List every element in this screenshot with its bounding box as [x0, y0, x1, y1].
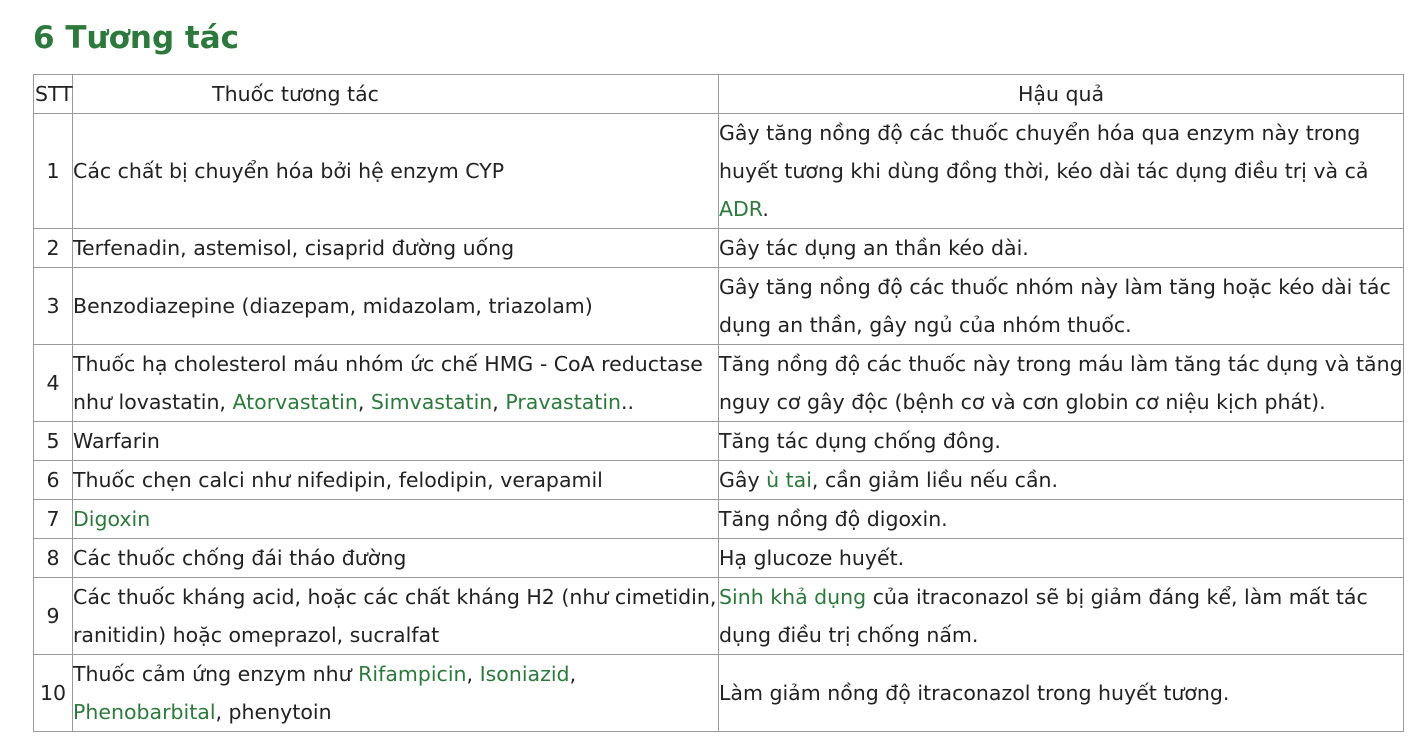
- effect-cell: [719, 578, 1404, 655]
- inline-link[interactable]: Sinh khả dụng: [719, 585, 867, 609]
- cell-text: Thuốc hạ cholesterol máu nhóm ức chế HMG - CoA reductase như lovastatin,: [73, 352, 703, 414]
- inline-link[interactable]: ù tai: [766, 468, 812, 492]
- drug-cell: [73, 461, 719, 500]
- table-row: [34, 229, 1404, 268]
- cell-text: Các thuốc kháng acid, hoặc các chất kháng H2 (như cimetidin, ranitidin) hoặc omeprazol, sucralfat: [73, 585, 717, 647]
- row-number: 8: [34, 539, 73, 578]
- cell-text: Các chất bị chuyển hóa bởi hệ enzym CYP: [73, 159, 505, 183]
- cell-text: Terfenadin, astemisol, cisaprid đường uống: [73, 236, 515, 260]
- table-row: [34, 539, 1404, 578]
- effect-cell: [719, 422, 1404, 461]
- cell-text: Tăng tác dụng chống đông.: [719, 429, 1001, 453]
- row-number: 2: [34, 229, 73, 268]
- effect-cell: [719, 655, 1404, 732]
- cell-text: Gây tăng nồng độ các thuốc chuyển hóa qua enzym này trong huyết tương khi dùng đồng thời, kéo dài tác dụng điều trị và cả: [719, 121, 1369, 183]
- cell-text: ,: [466, 662, 480, 686]
- effect-cell: [719, 268, 1404, 345]
- cell-text: ,: [357, 390, 371, 414]
- row-number: 6: [34, 461, 73, 500]
- row-number: 10: [34, 655, 73, 732]
- cell-text: Các thuốc chống đái tháo đường: [73, 546, 407, 570]
- inline-link[interactable]: Isoniazid: [479, 662, 570, 686]
- header-stt: STT: [34, 75, 73, 114]
- cell-text: , phenytoin: [215, 700, 332, 724]
- row-number: 4: [34, 345, 73, 422]
- table-row: [34, 114, 1404, 229]
- drug-cell: [73, 578, 719, 655]
- drug-cell: [73, 345, 719, 422]
- effect-cell: [719, 461, 1404, 500]
- drug-cell: [73, 422, 719, 461]
- table-row: [34, 461, 1404, 500]
- inline-link[interactable]: Simvastatin: [370, 390, 493, 414]
- drug-cell: [73, 114, 719, 229]
- cell-text: Benzodiazepine (diazepam, midazolam, triazolam): [73, 294, 593, 318]
- row-number: 9: [34, 578, 73, 655]
- cell-text: Tăng nồng độ các thuốc này trong máu làm tăng tác dụng và tăng nguy cơ gây độc (bệnh cơ và cơn globin cơ niệu kịch phát).: [719, 352, 1403, 414]
- cell-text: ,: [492, 390, 506, 414]
- table-row: [34, 345, 1404, 422]
- inline-link[interactable]: Digoxin: [73, 507, 151, 531]
- header-effect: Hậu quả: [719, 75, 1404, 114]
- cell-text: Gây tăng nồng độ các thuốc nhóm này làm tăng hoặc kéo dài tác dụng an thần, gây ngủ của nhóm thuốc.: [719, 275, 1391, 337]
- effect-cell: [719, 345, 1404, 422]
- cell-text: Hạ glucoze huyết.: [719, 546, 905, 570]
- cell-text: Gây: [719, 468, 767, 492]
- table-header-row: [34, 75, 1404, 114]
- cell-text: , cần giảm liều nếu cần.: [811, 468, 1059, 492]
- header-drug: Thuốc tương tác: [73, 75, 719, 114]
- cell-text: ..: [621, 390, 635, 414]
- cell-text: .: [762, 197, 769, 221]
- effect-cell: [719, 500, 1404, 539]
- drug-cell: [73, 655, 719, 732]
- table-row: [34, 268, 1404, 345]
- effect-cell: [719, 229, 1404, 268]
- row-number: 7: [34, 500, 73, 539]
- row-number: 3: [34, 268, 73, 345]
- cell-text: của itraconazol sẽ bị giảm đáng kể, làm mất tác dụng điều trị chống nấm.: [719, 585, 1368, 647]
- cell-text: Thuốc cảm ứng enzym như: [73, 662, 359, 686]
- cell-text: Làm giảm nồng độ itraconazol trong huyết tương.: [719, 681, 1230, 705]
- inline-link[interactable]: Pravastatin: [505, 390, 622, 414]
- cell-text: Gây tác dụng an thần kéo dài.: [719, 236, 1029, 260]
- drug-cell: [73, 539, 719, 578]
- drug-cell: [73, 500, 719, 539]
- table-row: [34, 578, 1404, 655]
- cell-text: Tăng nồng độ digoxin.: [719, 507, 948, 531]
- interaction-table: [33, 74, 1404, 732]
- row-number: 1: [34, 114, 73, 229]
- table-row: [34, 500, 1404, 539]
- cell-text: Thuốc chẹn calci như nifedipin, felodipin, verapamil: [73, 468, 603, 492]
- drug-cell: [73, 268, 719, 345]
- inline-link[interactable]: Atorvastatin: [232, 390, 358, 414]
- table-row: [34, 655, 1404, 732]
- inline-link[interactable]: Phenobarbital: [73, 700, 216, 724]
- inline-link[interactable]: ADR: [719, 197, 763, 221]
- inline-link[interactable]: Rifampicin: [358, 662, 467, 686]
- row-number: 5: [34, 422, 73, 461]
- cell-text: Warfarin: [73, 429, 160, 453]
- section-title: 6 Tương tác: [33, 20, 240, 56]
- cell-text: ,: [569, 662, 577, 686]
- drug-cell: [73, 229, 719, 268]
- table-row: [34, 422, 1404, 461]
- effect-cell: [719, 114, 1404, 229]
- effect-cell: [719, 539, 1404, 578]
